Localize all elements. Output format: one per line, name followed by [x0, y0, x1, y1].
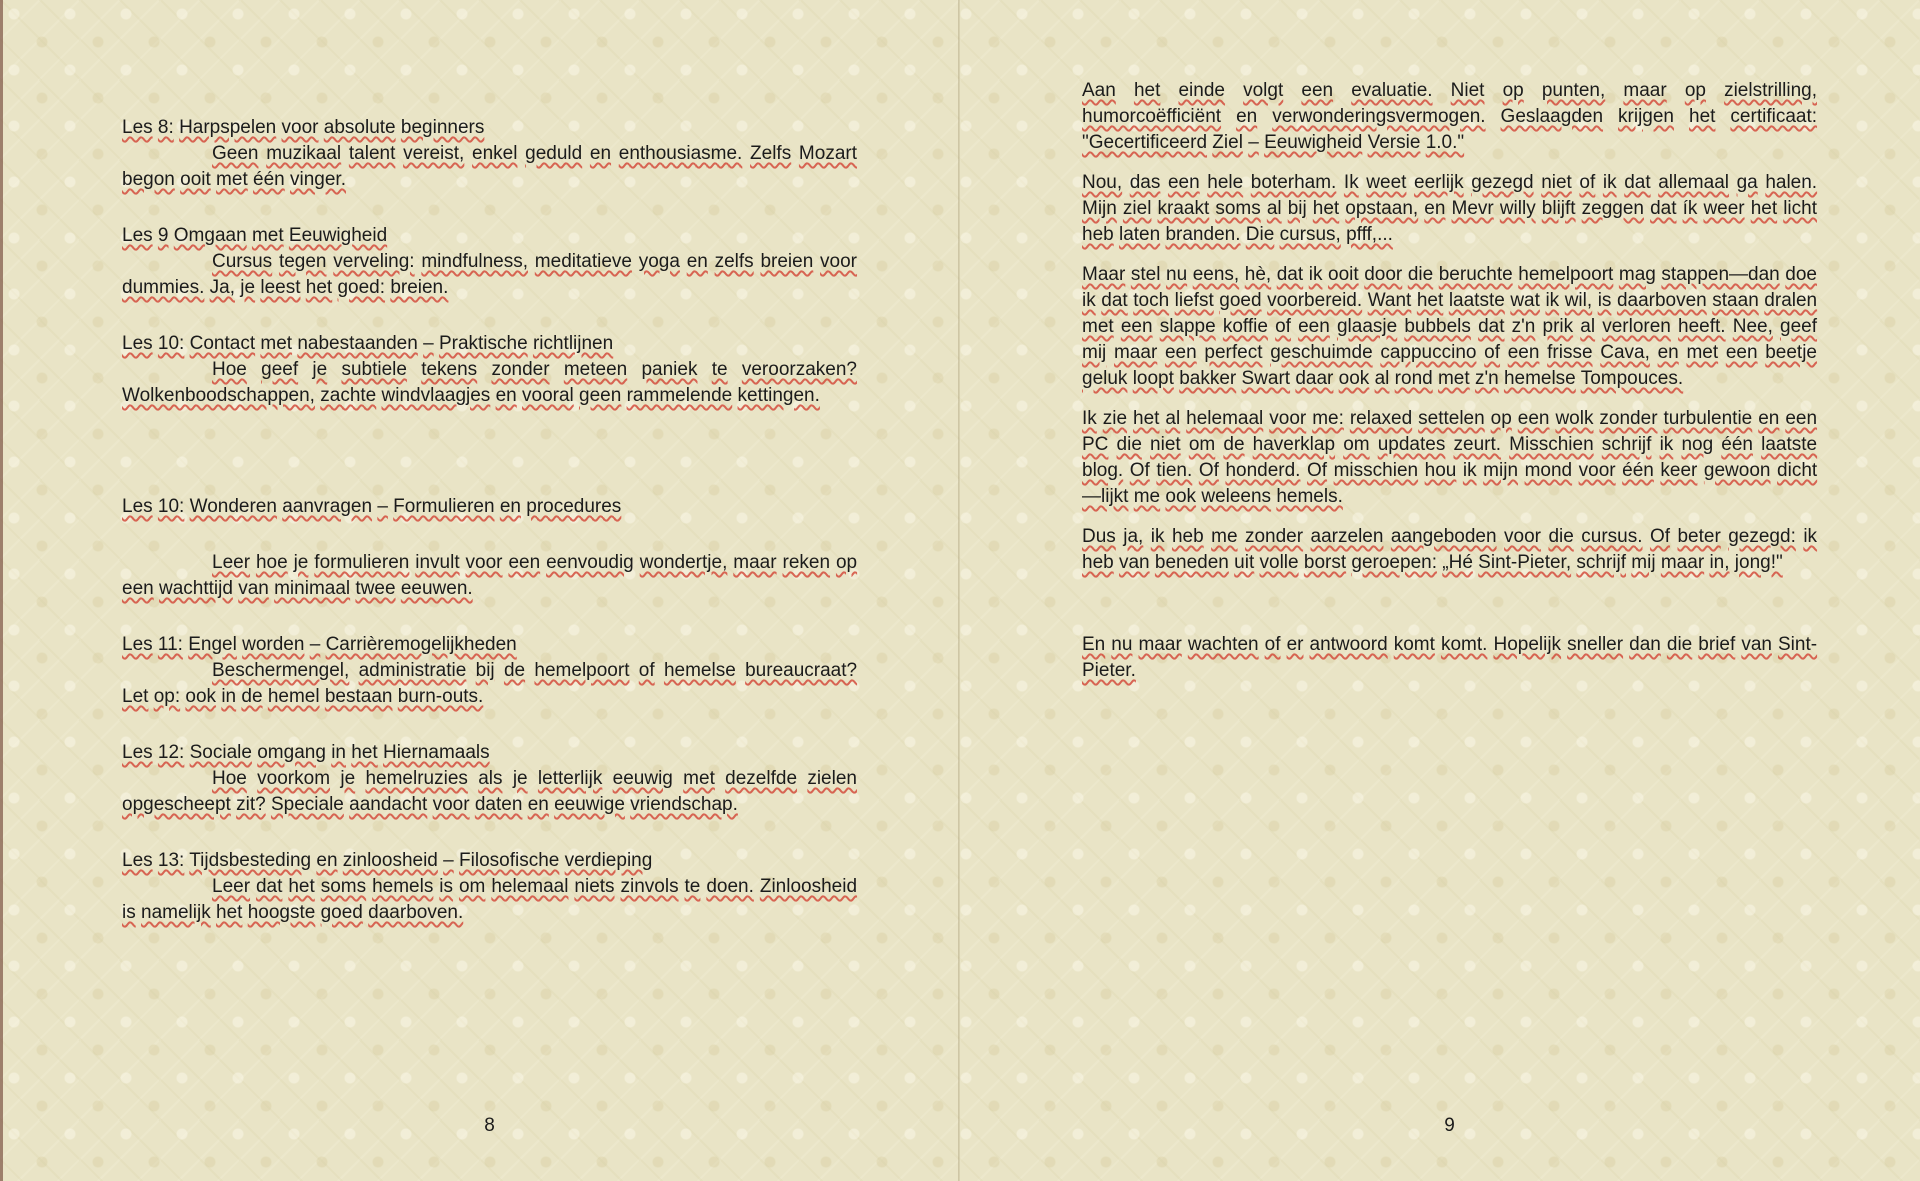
window-left-edge	[0, 0, 3, 1181]
paragraph-aangeboden: Dus ja, ik heb me zonder aarzelen aangeboden voor die cursus. Of beter gezegd: ik heb van beneden uit volle borst geroepen: „Hé Sint-Pieter, schrijf mij maar in, jong!"	[1082, 526, 1818, 573]
page-number-right: 9	[1444, 1115, 1455, 1136]
heading-les-13: Les 13: Tijdsbesteding en zinloosheid – Filosofische verdieping	[122, 850, 653, 871]
paragraph-les-13: Leer dat het soms hemels is om helemaal niets zinvols te doen. Zinloosheid is namelijk het hoogste goed daarboven.	[122, 876, 858, 923]
heading-les-8: Les 8: Harpspelen voor absolute beginners	[122, 117, 485, 138]
paragraph-les-10-wonderen: Leer hoe je formulieren invult voor een eenvoudig wondertje, maar reken op een wachttijd van minimaal twee eeuwen.	[122, 552, 858, 599]
paragraph-les-9: Cursus tegen verveling: mindfulness, meditatieve yoga en zelfs breien voor dummies. Ja, je leest het goed: breien.	[122, 251, 858, 298]
heading-les-10-contact: Les 10: Contact met nabestaanden – Praktische richtlijnen	[122, 333, 614, 354]
heading-les-9: Les 9 Omgaan met Eeuwigheid	[122, 225, 388, 246]
paragraph-les-8: Geen muzikaal talent vereist, enkel geduld en enthousiasme. Zelfs Mozart begon ooit met één vinger.	[122, 143, 857, 190]
paragraph-wachten: En nu maar wachten of er antwoord komt komt. Hopelijk sneller dan die brief van Sint-Pieter.	[1082, 634, 1818, 681]
paragraph-hemelpoort: Maar stel nu eens, hè, dat ik ooit door die beruchte hemelpoort mag stappen—dan doe ik dat toch liefst goed voorbereid. Want het laatste wat ik wil, is daarboven staan dralen met een slappe koffie of een glaasje bubbels dat z'n prik al verloren heeft. Nee, geef mij maar een perfect geschuimde cappuccino of een frisse Cava, en met een beetje geluk loopt bakker Swart daar ook al rond met z'n hemelse Tompouces.	[1082, 264, 1818, 389]
paragraph-wolk: Ik zie het al helemaal voor me: relaxed settelen op een wolk zonder turbulentie en een PC die niet om de haverklap om updates zeurt. Misschien schrijf ik nog één laatste blog. Of tien. Of honderd. Of misschien hou ik mijn mond voor één keer gewoon dicht—lijkt me ook weleens hemels.	[1082, 408, 1818, 507]
page-9-content	[960, 0, 1920, 684]
heading-les-12: Les 12: Sociale omgang in het Hiernamaals	[122, 742, 490, 763]
page-number-left: 8	[484, 1115, 495, 1136]
paragraph-les-10-contact: Hoe geef je subtiele tekens zonder meteen paniek te veroorzaken? Wolkenboodschappen, zachte windvlaagjes en vooral geen rammelende kettingen.	[122, 359, 857, 406]
page-8-content	[0, 0, 960, 926]
paragraph-boterham: Nou, das een hele boterham. Ik weet eerlijk gezegd niet of ik dat allemaal ga halen. Mijn ziel kraakt soms al bij het opstaan, en Mevr willy blijft zeggen dat ík weer het licht heb laten branden. Die cursus, pfff,...	[1082, 172, 1818, 245]
paragraph-evaluatie: Aan het einde volgt een evaluatie. Niet op punten, maar op zielstrilling, humorcoëfficiënt en verwonderingsvermogen. Geslaagden krijgen het certificaat: "Gecertificeerd Ziel – Eeuwigheid Versie 1.0."	[1082, 80, 1818, 153]
heading-les-11: Les 11: Engel worden – Carrièremogelijkheden	[122, 634, 517, 655]
paragraph-les-11: Beschermengel, administratie bij de hemelpoort of hemelse bureaucraat? Let op: ook in de hemel bestaan burn-outs.	[122, 660, 858, 707]
page-divider	[958, 0, 960, 1181]
heading-les-10-wonderen: Les 10: Wonderen aanvragen – Formulieren en procedures	[122, 496, 622, 517]
paragraph-les-12: Hoe voorkom je hemelruzies als je letterlijk eeuwig met dezelfde zielen opgescheept zit? Speciale aandacht voor daten en eeuwige vriendschap.	[122, 768, 857, 815]
page-9	[960, 0, 1920, 1181]
